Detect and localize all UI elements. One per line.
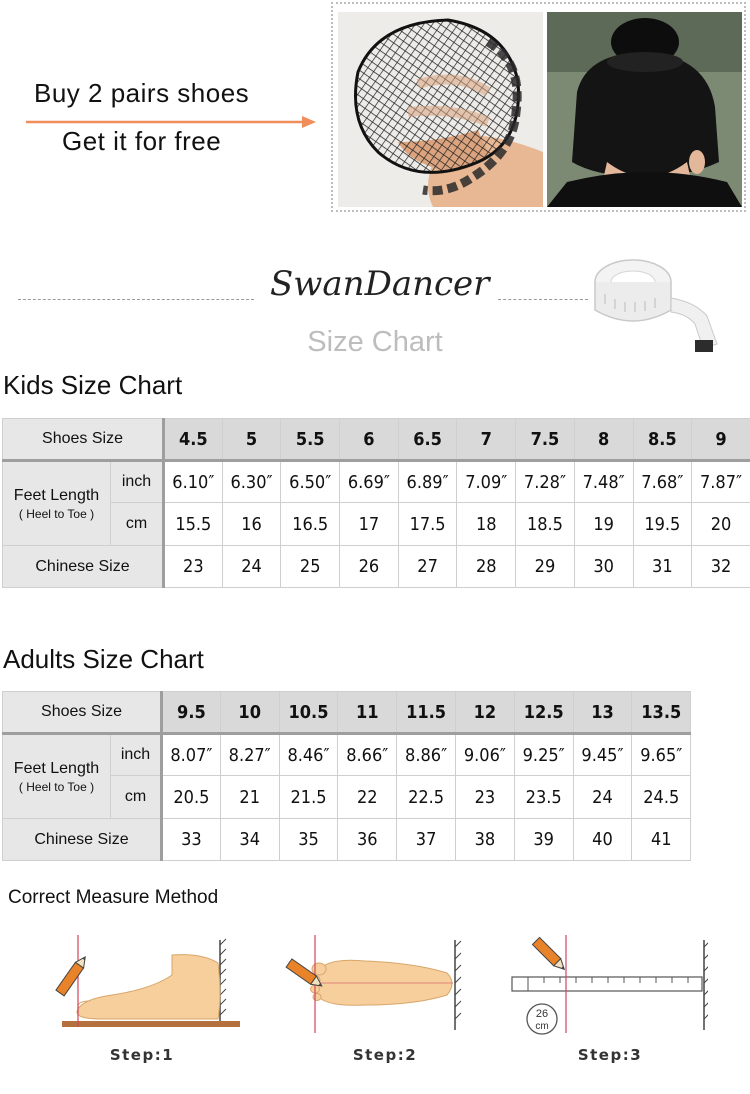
cm-cell: 22.5 bbox=[397, 776, 456, 819]
inch-cell: 8.86″ bbox=[397, 734, 456, 776]
chinese-size-cell: 39 bbox=[514, 819, 573, 861]
chinese-size-label: Chinese Size bbox=[3, 546, 164, 588]
feet-length-text: Feet Length bbox=[13, 486, 100, 504]
inch-cell: 8.27″ bbox=[220, 734, 279, 776]
shoe-size-cell: 9 bbox=[692, 419, 750, 461]
cm-cell: 24.5 bbox=[632, 776, 691, 819]
cm-cell: 24 bbox=[573, 776, 632, 819]
hair-net-photo bbox=[338, 12, 543, 207]
feet-length-text: Feet Length bbox=[13, 759, 100, 777]
inch-cell: 7.87″ bbox=[692, 461, 750, 503]
inch-cell: 9.45″ bbox=[573, 734, 632, 776]
promo-headline: Buy 2 pairs shoes bbox=[34, 78, 250, 108]
shoe-size-cell: 10.5 bbox=[279, 692, 338, 734]
cm-cell: 15.5 bbox=[164, 503, 223, 546]
step2-foot-top-illustration bbox=[275, 935, 475, 1035]
chinese-size-cell: 38 bbox=[455, 819, 514, 861]
promo-subline: Get it for free bbox=[62, 126, 222, 156]
shoes-size-label: Shoes Size bbox=[3, 419, 164, 461]
brand-logo: SwanDancer bbox=[270, 264, 490, 304]
gift-photos bbox=[331, 2, 746, 212]
chinese-size-cell: 26 bbox=[340, 546, 399, 588]
adults-size-table bbox=[2, 691, 691, 861]
shoe-size-cell: 13 bbox=[573, 692, 632, 734]
cm-cell: 17 bbox=[340, 503, 399, 546]
step2-label: Step:2 bbox=[352, 1046, 418, 1064]
chinese-size-cell: 32 bbox=[692, 546, 750, 588]
measuring-tape-icon bbox=[585, 254, 725, 358]
inch-cell: 8.07″ bbox=[162, 734, 221, 776]
inch-cell: 6.69″ bbox=[340, 461, 399, 503]
inch-cell: 7.48″ bbox=[574, 461, 633, 503]
shoe-size-cell: 12.5 bbox=[514, 692, 573, 734]
shoe-size-cell: 4.5 bbox=[164, 419, 223, 461]
shoe-size-cell: 12 bbox=[455, 692, 514, 734]
shoe-size-cell: 8.5 bbox=[633, 419, 692, 461]
inch-label: inch bbox=[111, 734, 162, 776]
cm-cell: 16 bbox=[222, 503, 281, 546]
chinese-size-cell: 28 bbox=[457, 546, 516, 588]
chinese-size-cell: 31 bbox=[633, 546, 692, 588]
shoe-size-cell: 11 bbox=[338, 692, 397, 734]
chinese-size-cell: 36 bbox=[338, 819, 397, 861]
cm-cell: 16.5 bbox=[281, 503, 340, 546]
shoe-size-cell: 7 bbox=[457, 419, 516, 461]
cm-cell: 20.5 bbox=[162, 776, 221, 819]
chinese-size-cell: 40 bbox=[573, 819, 632, 861]
step1-label: Step:1 bbox=[109, 1046, 175, 1064]
shoe-size-cell: 13.5 bbox=[632, 692, 691, 734]
inch-cell: 6.10″ bbox=[164, 461, 223, 503]
cm-cell: 23 bbox=[455, 776, 514, 819]
inch-cell: 9.06″ bbox=[455, 734, 514, 776]
cm-cell: 21.5 bbox=[279, 776, 338, 819]
inch-cell: 7.09″ bbox=[457, 461, 516, 503]
kids-size-chart-title: Kids Size Chart bbox=[3, 370, 183, 400]
inch-cell: 7.28″ bbox=[516, 461, 575, 503]
chinese-size-label: Chinese Size bbox=[3, 819, 162, 861]
feet-length-label bbox=[3, 461, 111, 546]
shoe-size-cell: 5.5 bbox=[281, 419, 340, 461]
chinese-size-cell: 35 bbox=[279, 819, 338, 861]
hair-bun-photo bbox=[547, 12, 742, 207]
heel-to-toe-text: ( Heel to Toe ) bbox=[18, 779, 95, 794]
measure-method-title: Correct Measure Method bbox=[8, 887, 219, 908]
cm-cell: 22 bbox=[338, 776, 397, 819]
cm-cell: 17.5 bbox=[398, 503, 457, 546]
inch-cell: 9.65″ bbox=[632, 734, 691, 776]
chinese-size-cell: 24 bbox=[222, 546, 281, 588]
cm-label: cm bbox=[111, 776, 162, 819]
ruler-reading-unit: cm bbox=[535, 1021, 549, 1032]
chinese-size-cell: 33 bbox=[162, 819, 221, 861]
inch-label: inch bbox=[111, 461, 164, 503]
cm-cell: 19.5 bbox=[633, 503, 692, 546]
shoe-size-cell: 5 bbox=[222, 419, 281, 461]
chinese-size-cell: 23 bbox=[164, 546, 223, 588]
kids-size-table bbox=[2, 418, 750, 588]
cm-cell: 20 bbox=[692, 503, 750, 546]
step3-ruler-illustration bbox=[508, 935, 708, 1035]
cm-cell: 21 bbox=[220, 776, 279, 819]
inch-cell: 7.68″ bbox=[633, 461, 692, 503]
chinese-size-cell: 25 bbox=[281, 546, 340, 588]
inch-cell: 9.25″ bbox=[514, 734, 573, 776]
inch-cell: 6.89″ bbox=[398, 461, 457, 503]
cm-label: cm bbox=[111, 503, 164, 546]
inch-cell: 6.30″ bbox=[222, 461, 281, 503]
cm-cell: 23.5 bbox=[514, 776, 573, 819]
step3-label: Step:3 bbox=[577, 1046, 643, 1064]
chinese-size-cell: 41 bbox=[632, 819, 691, 861]
step1-foot-side-illustration bbox=[42, 935, 242, 1035]
divider-left bbox=[18, 299, 254, 300]
size-chart-heading: Size Chart bbox=[307, 326, 443, 358]
ruler-reading-value: 26 bbox=[535, 1008, 549, 1020]
chinese-size-cell: 37 bbox=[397, 819, 456, 861]
inch-cell: 8.46″ bbox=[279, 734, 338, 776]
shoe-size-cell: 11.5 bbox=[397, 692, 456, 734]
cm-cell: 18.5 bbox=[516, 503, 575, 546]
shoe-size-cell: 6.5 bbox=[398, 419, 457, 461]
shoe-size-cell: 10 bbox=[220, 692, 279, 734]
inch-cell: 8.66″ bbox=[338, 734, 397, 776]
feet-length-label bbox=[3, 734, 111, 819]
shoe-size-cell: 9.5 bbox=[162, 692, 221, 734]
adults-size-chart-title: Adults Size Chart bbox=[3, 644, 204, 674]
shoe-size-cell: 8 bbox=[574, 419, 633, 461]
shoe-size-cell: 7.5 bbox=[516, 419, 575, 461]
chinese-size-cell: 34 bbox=[220, 819, 279, 861]
chinese-size-cell: 30 bbox=[574, 546, 633, 588]
inch-cell: 6.50″ bbox=[281, 461, 340, 503]
cm-cell: 19 bbox=[574, 503, 633, 546]
heel-to-toe-text: ( Heel to Toe ) bbox=[18, 506, 95, 521]
divider-right bbox=[498, 299, 588, 300]
cm-cell: 18 bbox=[457, 503, 516, 546]
chinese-size-cell: 29 bbox=[516, 546, 575, 588]
shoe-size-cell: 6 bbox=[340, 419, 399, 461]
chinese-size-cell: 27 bbox=[398, 546, 457, 588]
shoes-size-label: Shoes Size bbox=[3, 692, 162, 734]
